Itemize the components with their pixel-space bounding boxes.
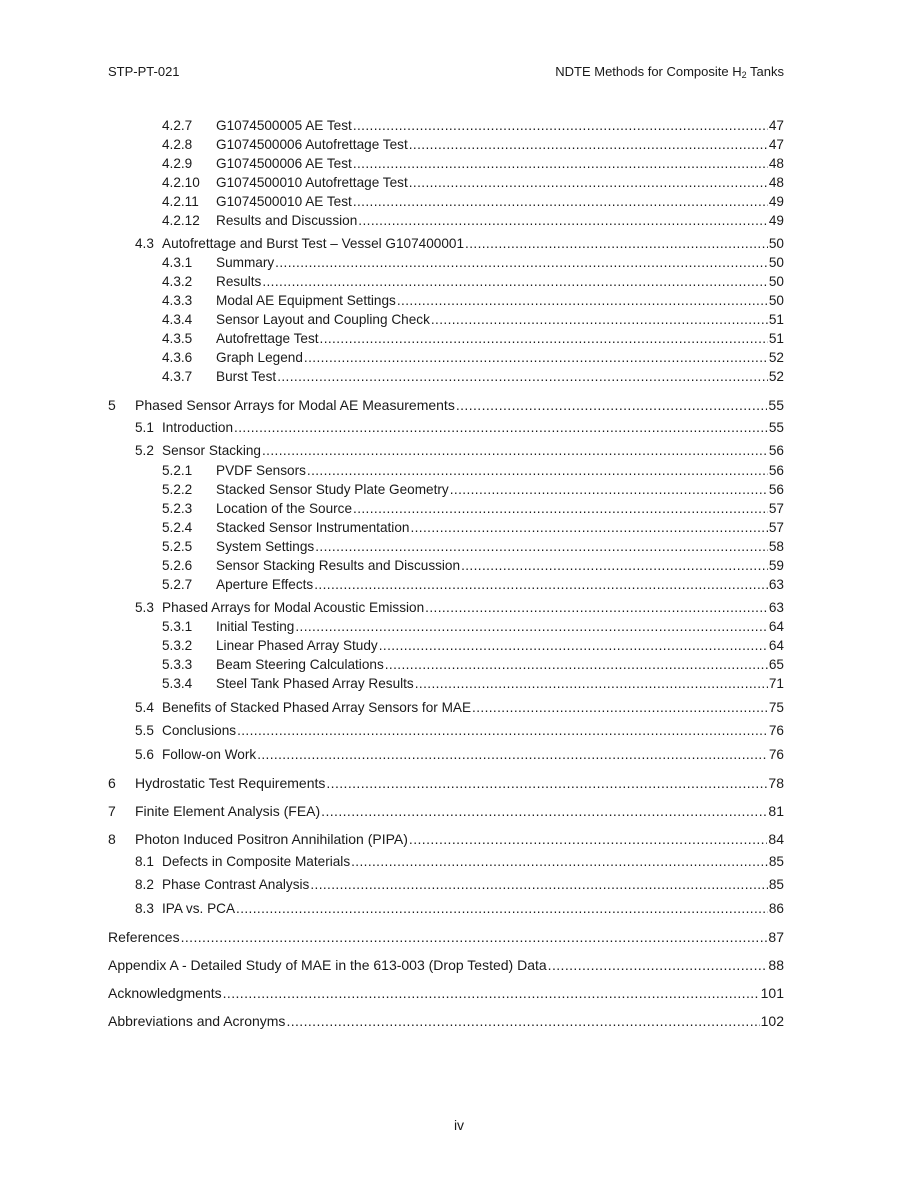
toc-entry[interactable]	[162, 136, 784, 154]
toc-entry-title: Finite Element Analysis (FEA)	[135, 803, 321, 819]
toc-entry[interactable]	[162, 292, 784, 310]
toc-entry-page: 52	[768, 350, 784, 365]
toc-entry-page: 101	[760, 985, 784, 1001]
toc-dot-leader	[425, 599, 768, 617]
toc-entry-title: Steel Tank Phased Array Results	[216, 676, 414, 691]
toc-entry-page: 85	[768, 877, 784, 892]
toc-entry-number: 6	[108, 775, 116, 791]
toc-entry[interactable]	[162, 117, 784, 135]
toc-entry[interactable]	[162, 174, 784, 192]
toc-entry[interactable]	[162, 481, 784, 499]
toc-entry-title: Location of the Source	[216, 501, 353, 516]
toc-dot-leader	[409, 174, 768, 192]
toc-dot-leader	[295, 618, 768, 636]
toc-entry-title: Defects in Composite Materials	[162, 854, 351, 869]
toc-entry-title: Results and Discussion	[216, 213, 358, 228]
toc-entry-title: Acknowledgments	[108, 985, 222, 1001]
toc-entry[interactable]	[108, 802, 784, 820]
toc-dot-leader	[304, 349, 768, 367]
toc-dot-leader	[326, 774, 767, 792]
toc-dot-leader	[358, 212, 768, 230]
toc-entry[interactable]	[162, 462, 784, 480]
toc-entry[interactable]	[135, 746, 784, 764]
toc-entry-title: System Settings	[216, 539, 315, 554]
toc-entry-title: Aperture Effects	[216, 577, 314, 592]
toc-dot-leader	[410, 519, 767, 537]
toc-dot-leader	[415, 675, 768, 693]
toc-entry-page: 84	[768, 831, 784, 847]
toc-entry-title: Photon Induced Positron Annihilation (PIPA)	[135, 831, 408, 847]
toc-entry[interactable]	[135, 599, 784, 617]
toc-entry[interactable]	[135, 699, 784, 717]
toc-dot-leader	[262, 442, 768, 460]
toc-entry-title: Hydrostatic Test Requirements	[135, 775, 326, 791]
toc-dot-leader	[262, 273, 768, 291]
toc-entry[interactable]	[162, 273, 784, 291]
toc-entry-page: 47	[768, 137, 784, 152]
toc-entry-number: 4.3.6	[162, 350, 193, 365]
toc-entry-number: 4.2.11	[162, 194, 199, 209]
toc-entry[interactable]	[135, 235, 784, 253]
toc-entry-page: 75	[768, 700, 784, 715]
toc-entry[interactable]	[162, 368, 784, 386]
toc-dot-leader	[431, 311, 768, 329]
toc-entry-title: Initial Testing	[216, 619, 295, 634]
toc-dot-leader	[236, 900, 768, 918]
toc-entry-page: 50	[768, 255, 784, 270]
toc-dot-leader	[450, 481, 768, 499]
page-number: iv	[453, 1117, 465, 1133]
toc-entry-page: 58	[768, 539, 784, 554]
toc-dot-leader	[310, 876, 768, 894]
toc-entry-page: 47	[768, 118, 784, 133]
toc-entry-title: Phased Arrays for Modal Acoustic Emission	[162, 600, 425, 615]
toc-entry-page: 48	[768, 156, 784, 171]
toc-entry-number: 5.2.6	[162, 558, 193, 573]
toc-entry-page: 57	[768, 501, 784, 516]
toc-entry-page: 55	[768, 420, 784, 435]
toc-entry-page: 65	[768, 657, 784, 672]
toc-entry-page: 86	[768, 901, 784, 916]
toc-entry[interactable]	[162, 330, 784, 348]
toc-entry-page: 76	[768, 723, 784, 738]
toc-entry[interactable]	[162, 193, 784, 211]
toc-entry[interactable]	[162, 637, 784, 655]
toc-entry-page: 88	[768, 957, 784, 973]
toc-entry-page: 48	[768, 175, 784, 190]
toc-entry-page: 59	[768, 558, 784, 573]
toc-entry-number: 5.3	[135, 600, 154, 615]
toc-entry[interactable]	[135, 442, 784, 460]
toc-entry-title: Abbreviations and Acronyms	[108, 1013, 286, 1029]
toc-entry-page: 50	[768, 274, 784, 289]
toc-entry-page: 49	[768, 213, 784, 228]
toc-dot-leader	[320, 330, 768, 348]
toc-entry-title: References	[108, 929, 180, 945]
toc-entry[interactable]	[162, 212, 784, 230]
toc-entry[interactable]	[162, 519, 784, 537]
toc-entry-title: Follow-on Work	[162, 747, 257, 762]
toc-entry-title: G1074500006 AE Test	[216, 156, 352, 171]
toc-entry[interactable]	[162, 538, 784, 556]
toc-entry-title: G1074500006 Autofrettage Test	[216, 137, 408, 152]
toc-entry-number: 4.3.2	[162, 274, 193, 289]
toc-dot-leader	[277, 368, 768, 386]
toc-entry[interactable]	[135, 722, 784, 740]
toc-entry-number: 5.2.4	[162, 520, 193, 535]
toc-dot-leader	[379, 637, 768, 655]
toc-entry-number: 5.2.2	[162, 482, 193, 497]
toc-entry-title: G1074500010 AE Test	[216, 194, 352, 209]
toc-entry[interactable]	[162, 254, 784, 272]
toc-dot-leader	[275, 254, 768, 272]
toc-entry[interactable]	[108, 396, 784, 414]
toc-entry-number: 5.2.5	[162, 539, 193, 554]
toc-dot-leader	[385, 656, 768, 674]
toc-entry[interactable]	[162, 557, 784, 575]
toc-entry[interactable]	[108, 984, 784, 1002]
toc-dot-leader	[409, 830, 768, 848]
toc-dot-leader	[397, 292, 768, 310]
toc-entry-page: 102	[760, 1013, 784, 1029]
toc-entry-title: IPA vs. PCA	[162, 901, 236, 916]
toc-entry-page: 57	[768, 520, 784, 535]
toc-dot-leader	[351, 853, 768, 871]
toc-entry-number: 5	[108, 397, 116, 413]
toc-dot-leader	[465, 235, 768, 253]
toc-entry-number: 8.2	[135, 877, 154, 892]
toc-entry[interactable]	[135, 876, 784, 894]
toc-entry-page: 51	[768, 331, 784, 346]
toc-entry-page: 81	[768, 803, 784, 819]
toc-entry-page: 85	[768, 854, 784, 869]
toc-entry-page: 51	[768, 312, 784, 327]
toc-entry-page: 76	[768, 747, 784, 762]
toc-entry-page: 71	[768, 676, 784, 691]
toc-entry-number: 8.3	[135, 901, 154, 916]
toc-entry-title: PVDF Sensors	[216, 463, 306, 478]
document-title-suffix: Tanks	[746, 64, 784, 79]
toc-dot-leader	[307, 462, 768, 480]
toc-entry-page: 52	[768, 369, 784, 384]
toc-entry-title: Sensor Stacking Results and Discussion	[216, 558, 461, 573]
toc-entry-page: 55	[768, 397, 784, 413]
toc-entry-page: 63	[768, 600, 784, 615]
toc-entry-number: 5.3.2	[162, 638, 193, 653]
toc-dot-leader	[314, 576, 768, 594]
toc-entry[interactable]	[135, 853, 784, 871]
toc-entry-title: Appendix A - Detailed Study of MAE in the 613-003 (Drop Tested) Data	[108, 957, 547, 973]
toc-entry-number: 4.3.3	[162, 293, 193, 308]
toc-dot-leader	[286, 1012, 759, 1030]
toc-entry-title: Autofrettage Test	[216, 331, 319, 346]
toc-entry-number: 4.2.10	[162, 175, 200, 190]
toc-entry[interactable]	[162, 618, 784, 636]
toc-entry-title: Phased Sensor Arrays for Modal AE Measurements	[135, 397, 455, 413]
toc-entry-title: Linear Phased Array Study	[216, 638, 378, 653]
toc-dot-leader	[234, 419, 768, 437]
toc-entry[interactable]	[108, 928, 784, 946]
toc-entry-title: G1074500010 Autofrettage Test	[216, 175, 408, 190]
toc-entry-page: 50	[768, 293, 784, 308]
toc-entry[interactable]	[162, 576, 784, 594]
toc-entry-number: 4.2.9	[162, 156, 193, 171]
toc-entry-number: 5.2.7	[162, 577, 193, 592]
toc-entry-number: 4.3.5	[162, 331, 193, 346]
toc-entry-page: 64	[768, 619, 784, 634]
toc-dot-leader	[237, 722, 768, 740]
toc-entry[interactable]	[108, 1012, 784, 1030]
toc-entry-number: 4.2.12	[162, 213, 200, 228]
toc-entry-title: Sensor Stacking	[162, 443, 261, 458]
toc-entry-title: Burst Test	[216, 369, 277, 384]
toc-dot-leader	[257, 746, 768, 764]
toc-entry-number: 8.1	[135, 854, 154, 869]
toc-entry-page: 87	[768, 929, 784, 945]
toc-entry-title: Introduction	[162, 420, 234, 435]
document-title-subscript: 2	[741, 70, 747, 80]
toc-entry[interactable]	[162, 656, 784, 674]
toc-entry-title: Conclusions	[162, 723, 237, 738]
toc-dot-leader	[353, 117, 768, 135]
document-id: STP-PT-021	[108, 64, 180, 79]
toc-dot-leader	[409, 136, 768, 154]
toc-entry-number: 5.6	[135, 747, 154, 762]
toc-entry-number: 5.3.1	[162, 619, 193, 634]
toc-entry[interactable]	[135, 419, 784, 437]
toc-entry-number: 5.2.3	[162, 501, 193, 516]
toc-entry-title: Beam Steering Calculations	[216, 657, 384, 672]
toc-entry[interactable]	[162, 349, 784, 367]
toc-dot-leader	[353, 500, 768, 518]
toc-entry[interactable]	[162, 155, 784, 173]
toc-entry[interactable]	[162, 500, 784, 518]
toc-entry-title: Summary	[216, 255, 275, 270]
toc-entry[interactable]	[162, 675, 784, 693]
toc-entry-title: Benefits of Stacked Phased Array Sensors for MAE	[162, 700, 472, 715]
toc-entry-number: 7	[108, 803, 116, 819]
toc-dot-leader	[472, 699, 768, 717]
toc-dot-leader	[321, 802, 767, 820]
toc-entry-page: 63	[768, 577, 784, 592]
toc-entry[interactable]	[135, 900, 784, 918]
toc-entry[interactable]	[162, 311, 784, 329]
toc-dot-leader	[181, 928, 768, 946]
toc-entry[interactable]	[108, 956, 784, 974]
toc-entry-page: 50	[768, 236, 784, 251]
toc-entry-number: 4.3.4	[162, 312, 193, 327]
toc-entry-number: 4.3.1	[162, 255, 193, 270]
toc-entry-number: 4.2.8	[162, 137, 193, 152]
toc-entry-number: 5.2	[135, 443, 154, 458]
toc-entry-number: 8	[108, 831, 116, 847]
toc-dot-leader	[548, 956, 768, 974]
toc-entry-number: 4.2.7	[162, 118, 193, 133]
toc-dot-leader	[353, 155, 768, 173]
toc-entry-number: 5.2.1	[162, 463, 193, 478]
toc-entry-title: Sensor Layout and Coupling Check	[216, 312, 430, 327]
toc-entry-number: 5.3.4	[162, 676, 193, 691]
toc-dot-leader	[461, 557, 768, 575]
toc-entry-page: 56	[768, 463, 784, 478]
toc-entry-page: 49	[768, 194, 784, 209]
toc-entry-page: 56	[768, 482, 784, 497]
toc-entry-title: Autofrettage and Burst Test – Vessel G107400001	[162, 236, 465, 251]
toc-entry-number: 5.3.3	[162, 657, 193, 672]
toc-entry[interactable]	[108, 830, 784, 848]
toc-entry-title: G1074500005 AE Test	[216, 118, 352, 133]
toc-dot-leader	[456, 396, 768, 414]
toc-entry-page: 64	[768, 638, 784, 653]
toc-entry-title: Phase Contrast Analysis	[162, 877, 310, 892]
toc-entry-page: 56	[768, 443, 784, 458]
toc-entry-title: Stacked Sensor Instrumentation	[216, 520, 410, 535]
toc-entry-number: 4.3.7	[162, 369, 193, 384]
toc-dot-leader	[315, 538, 768, 556]
toc-dot-leader	[223, 984, 760, 1002]
toc-dot-leader	[353, 193, 768, 211]
toc-entry[interactable]	[108, 774, 784, 792]
toc-entry-page: 78	[768, 775, 784, 791]
toc-entry-title: Modal AE Equipment Settings	[216, 293, 396, 308]
toc-entry-number: 5.4	[135, 700, 154, 715]
toc-entry-title: Results	[216, 274, 262, 289]
toc-entry-number: 5.5	[135, 723, 154, 738]
toc-entry-number: 5.1	[135, 420, 154, 435]
toc-entry-title: Graph Legend	[216, 350, 303, 365]
toc-entry-number: 4.3	[135, 236, 154, 251]
document-title-prefix: NDTE Methods for Composite H	[555, 64, 742, 79]
toc-entry-title: Stacked Sensor Study Plate Geometry	[216, 482, 449, 497]
